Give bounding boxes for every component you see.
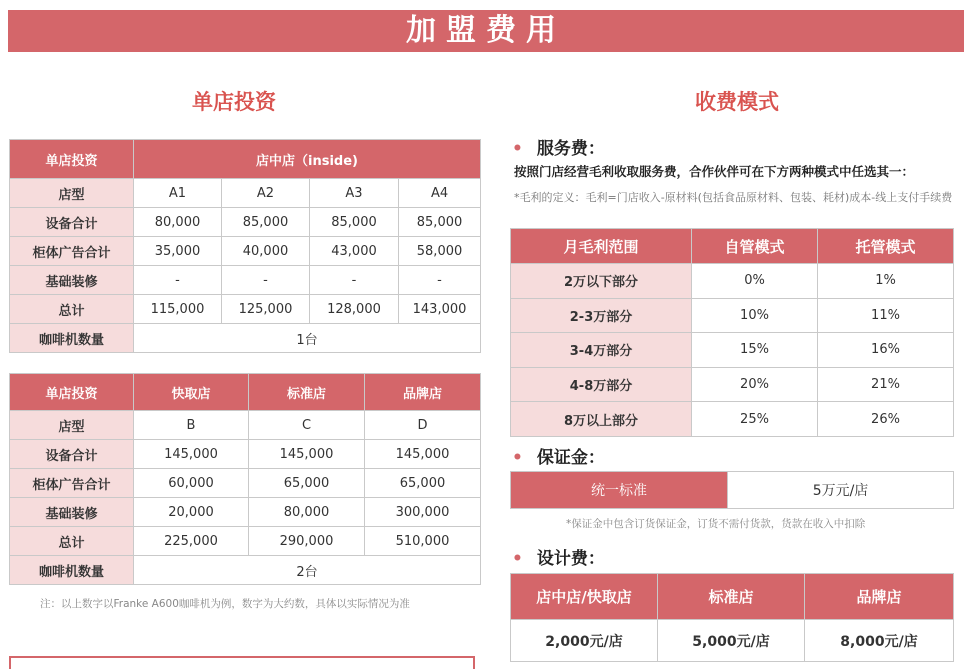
deposit-note: *保证金中包含订货保证金，订货不需付货款，货款在收入中扣除 bbox=[566, 518, 866, 530]
table-cell: 10% bbox=[692, 298, 818, 333]
table-cell: 145,000 bbox=[365, 440, 481, 469]
deposit-heading bbox=[512, 443, 605, 468]
design-fee-table bbox=[510, 573, 954, 662]
row-label: 基础装修 bbox=[10, 266, 134, 295]
table-cell: 35,000 bbox=[134, 237, 222, 266]
row-label: 柜体广告合计 bbox=[10, 237, 134, 266]
table-header-cell: 店中店（inside) bbox=[134, 140, 481, 179]
row-label: 2-3万部分 bbox=[511, 298, 692, 333]
deposit-label: 保证金： bbox=[536, 448, 605, 468]
table-cell: 40,000 bbox=[222, 237, 310, 266]
table-cell: 510,000 bbox=[365, 527, 481, 556]
table-cell: 60,000 bbox=[134, 469, 249, 498]
table-cell: - bbox=[310, 266, 399, 295]
table-cell: 65,000 bbox=[249, 469, 365, 498]
table-cell: 2,000元/店 bbox=[511, 620, 658, 662]
table-cell: 5,000元/店 bbox=[658, 620, 805, 662]
table-header-cell: 品牌店 bbox=[805, 574, 954, 620]
table-header-cell: 托管模式 bbox=[818, 229, 954, 264]
table-cell: D bbox=[365, 411, 481, 440]
footnote: 注：以上数字以Franke A600咖啡机为例，数字为大约数，具体以实际情况为准 bbox=[40, 598, 410, 610]
table-cell: B bbox=[134, 411, 249, 440]
table-cell: 58,000 bbox=[399, 237, 481, 266]
service-fee-table bbox=[510, 228, 954, 437]
table-header-cell: 单店投资 bbox=[10, 374, 134, 411]
page-banner: 加盟费用 bbox=[8, 10, 964, 52]
table-header-cell: 自管模式 bbox=[692, 229, 818, 264]
row-label: 4-8万部分 bbox=[511, 367, 692, 402]
table-cell: 80,000 bbox=[134, 208, 222, 237]
table-cell: 85,000 bbox=[310, 208, 399, 237]
row-label: 3-4万部分 bbox=[511, 333, 692, 368]
deposit-value: 5万元/店 bbox=[728, 472, 954, 509]
service-fee-description: 按照门店经营毛利收取服务费，合作伙伴可在下方两种模式中任选其一： bbox=[514, 164, 915, 179]
row-label: 咖啡机数量 bbox=[10, 324, 134, 353]
table-cell: 11% bbox=[818, 298, 954, 333]
table-header-cell: 快取店 bbox=[134, 374, 249, 411]
table-cell: 85,000 bbox=[222, 208, 310, 237]
deposit-table bbox=[510, 471, 954, 509]
section-title-fee-model: 收费模式 bbox=[695, 90, 779, 114]
bullet-icon: • bbox=[512, 139, 523, 159]
bullet-icon: • bbox=[512, 549, 523, 569]
row-label: 基础装修 bbox=[10, 498, 134, 527]
table-cell: A2 bbox=[222, 179, 310, 208]
table-cell: 125,000 bbox=[222, 295, 310, 324]
table-cell: 65,000 bbox=[365, 469, 481, 498]
table-cell: - bbox=[222, 266, 310, 295]
table-cell: 1台 bbox=[134, 324, 481, 353]
table-cell: 0% bbox=[692, 264, 818, 299]
table-cell: 300,000 bbox=[365, 498, 481, 527]
row-label: 店型 bbox=[10, 179, 134, 208]
table-header-cell: 标准店 bbox=[658, 574, 805, 620]
table-cell: 21% bbox=[818, 367, 954, 402]
table-cell: - bbox=[399, 266, 481, 295]
bottom-panel bbox=[9, 656, 475, 669]
section-title-investment: 单店投资 bbox=[192, 90, 276, 114]
table-cell: 20,000 bbox=[134, 498, 249, 527]
table-cell: 145,000 bbox=[134, 440, 249, 469]
table-header-cell: 品牌店 bbox=[365, 374, 481, 411]
row-label: 总计 bbox=[10, 527, 134, 556]
row-label: 店型 bbox=[10, 411, 134, 440]
service-fee-heading bbox=[512, 134, 605, 159]
service-fee-label: 服务费： bbox=[536, 139, 605, 159]
table-cell: 1% bbox=[818, 264, 954, 299]
row-label: 咖啡机数量 bbox=[10, 556, 134, 585]
row-label: 总计 bbox=[10, 295, 134, 324]
table-cell: 25% bbox=[692, 402, 818, 437]
table-header-cell: 单店投资 bbox=[10, 140, 134, 179]
design-fee-heading bbox=[512, 544, 605, 569]
table-cell: 20% bbox=[692, 367, 818, 402]
design-fee-label: 设计费： bbox=[536, 549, 605, 569]
gross-margin-note: *毛利的定义：毛利=门店收入-原材料(包括食品原材料、包装、耗材)成本-线上支付手续费 bbox=[514, 191, 953, 204]
table-cell: 143,000 bbox=[399, 295, 481, 324]
table-cell: 85,000 bbox=[399, 208, 481, 237]
table-cell: 80,000 bbox=[249, 498, 365, 527]
table-cell: 43,000 bbox=[310, 237, 399, 266]
table-cell: - bbox=[134, 266, 222, 295]
table-cell: C bbox=[249, 411, 365, 440]
table-cell: 26% bbox=[818, 402, 954, 437]
table-cell: 145,000 bbox=[249, 440, 365, 469]
table-cell: 8,000元/店 bbox=[805, 620, 954, 662]
table-header-cell: 店中店/快取店 bbox=[511, 574, 658, 620]
table-cell: 2台 bbox=[134, 556, 481, 585]
table-header-cell: 月毛利范围 bbox=[511, 229, 692, 264]
table-cell: A3 bbox=[310, 179, 399, 208]
row-label: 2万以下部分 bbox=[511, 264, 692, 299]
bullet-icon: • bbox=[512, 448, 523, 468]
row-label: 设备合计 bbox=[10, 208, 134, 237]
table-cell: 290,000 bbox=[249, 527, 365, 556]
table-cell: A4 bbox=[399, 179, 481, 208]
table-cell: 225,000 bbox=[134, 527, 249, 556]
row-label: 8万以上部分 bbox=[511, 402, 692, 437]
table-cell: 115,000 bbox=[134, 295, 222, 324]
table-header-cell: 标准店 bbox=[249, 374, 365, 411]
row-label: 柜体广告合计 bbox=[10, 469, 134, 498]
table-cell: A1 bbox=[134, 179, 222, 208]
investment-table-inside bbox=[9, 139, 481, 353]
row-label: 设备合计 bbox=[10, 440, 134, 469]
table-cell: 128,000 bbox=[310, 295, 399, 324]
investment-table-stores bbox=[9, 373, 481, 585]
table-cell: 15% bbox=[692, 333, 818, 368]
table-cell: 16% bbox=[818, 333, 954, 368]
deposit-standard-label: 统一标准 bbox=[511, 472, 728, 509]
